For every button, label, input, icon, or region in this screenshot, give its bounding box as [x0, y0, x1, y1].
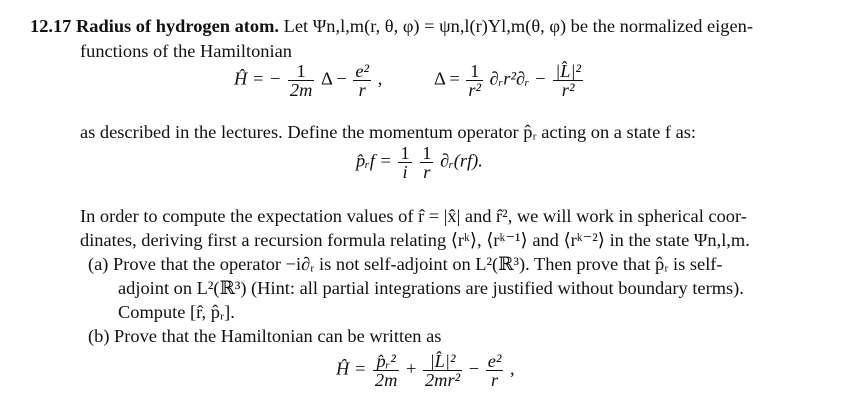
problem-intro: Let Ψn,l,m(r, θ, φ) = ψn,l(r)Yl,m(θ, φ) be the normalized eigen-	[283, 16, 753, 36]
lap-frac2: $\frac{\text{|L̂|²}}{\text{r²}}$	[555, 61, 582, 100]
part-a-line-3: Compute [r̂, p̂ᵣ].	[118, 302, 235, 322]
ham2-lhs: Ĥ =	[336, 358, 367, 379]
mom-rhs: ∂ᵣ(rf).	[440, 150, 483, 171]
momentum-equation	[356, 144, 483, 181]
part-a-line-1: (a) Prove that the operator −i∂ᵣ is not self-adjoint on L²(ℝ³). Then prove that p̂ᵣ is self-	[88, 254, 723, 274]
ham-comma: ,	[377, 68, 383, 89]
problem-number: 12.17	[30, 16, 72, 36]
ham2-frac2: $\frac{\text{|L̂|²}}{\text{2mr²}}$	[424, 351, 461, 390]
ham-delta: Δ −	[321, 68, 347, 89]
hamiltonian-b-equation	[336, 352, 515, 389]
problem-heading	[30, 14, 753, 38]
ham2-comma: ,	[510, 358, 515, 379]
ham2-frac3: $\frac{\text{e²}}{r}$	[487, 351, 502, 390]
order-line-1: In order to compute the expectation values of r̂ = |x̂| and r̂², we will work in spherical coor-	[80, 206, 747, 226]
mom-lhs: p̂ᵣf =	[356, 150, 392, 171]
lap-lhs: Δ =	[434, 68, 460, 89]
ham-frac2: $\frac{\text{e²}}{r}$	[355, 61, 370, 100]
ham-lhs: Ĥ = −	[234, 68, 282, 89]
ham-frac1: $\frac{1}{2m}$	[289, 61, 313, 100]
laplacian-equation	[434, 62, 585, 99]
ham2-frac1: $\frac{\text{p̂ᵣ²}}{2m}$	[374, 351, 398, 390]
lap-mid: ∂ᵣr²∂ᵣ −	[489, 68, 547, 89]
ham2-minus: −	[468, 358, 480, 379]
problem-intro-line2: functions of the Hamiltonian	[80, 41, 292, 61]
order-line-2: dinates, deriving first a recursion formula relating ⟨rᵏ⟩, ⟨rᵏ⁻¹⟩ and ⟨rᵏ⁻²⟩ in the state Ψn,l,m.	[80, 230, 750, 250]
mom-frac2: $\frac{1}{r}$	[422, 143, 432, 182]
lap-frac1: $\frac{1}{\text{r²}}$	[468, 61, 482, 100]
part-b-line-1: (b) Prove that the Hamiltonian can be written as	[88, 326, 442, 346]
hamiltonian-equation	[234, 62, 382, 99]
mom-frac1: $\frac{1}{i}$	[400, 143, 410, 182]
as-described-text: as described in the lectures. Define the momentum operator p̂ᵣ acting on a state f as:	[80, 122, 697, 142]
part-a-line-2: adjoint on L²(ℝ³) (Hint: all partial integrations are justified without boundary terms).	[118, 278, 744, 298]
ham2-plus: +	[406, 358, 417, 379]
problem-title: Radius of hydrogen atom.	[76, 16, 280, 36]
